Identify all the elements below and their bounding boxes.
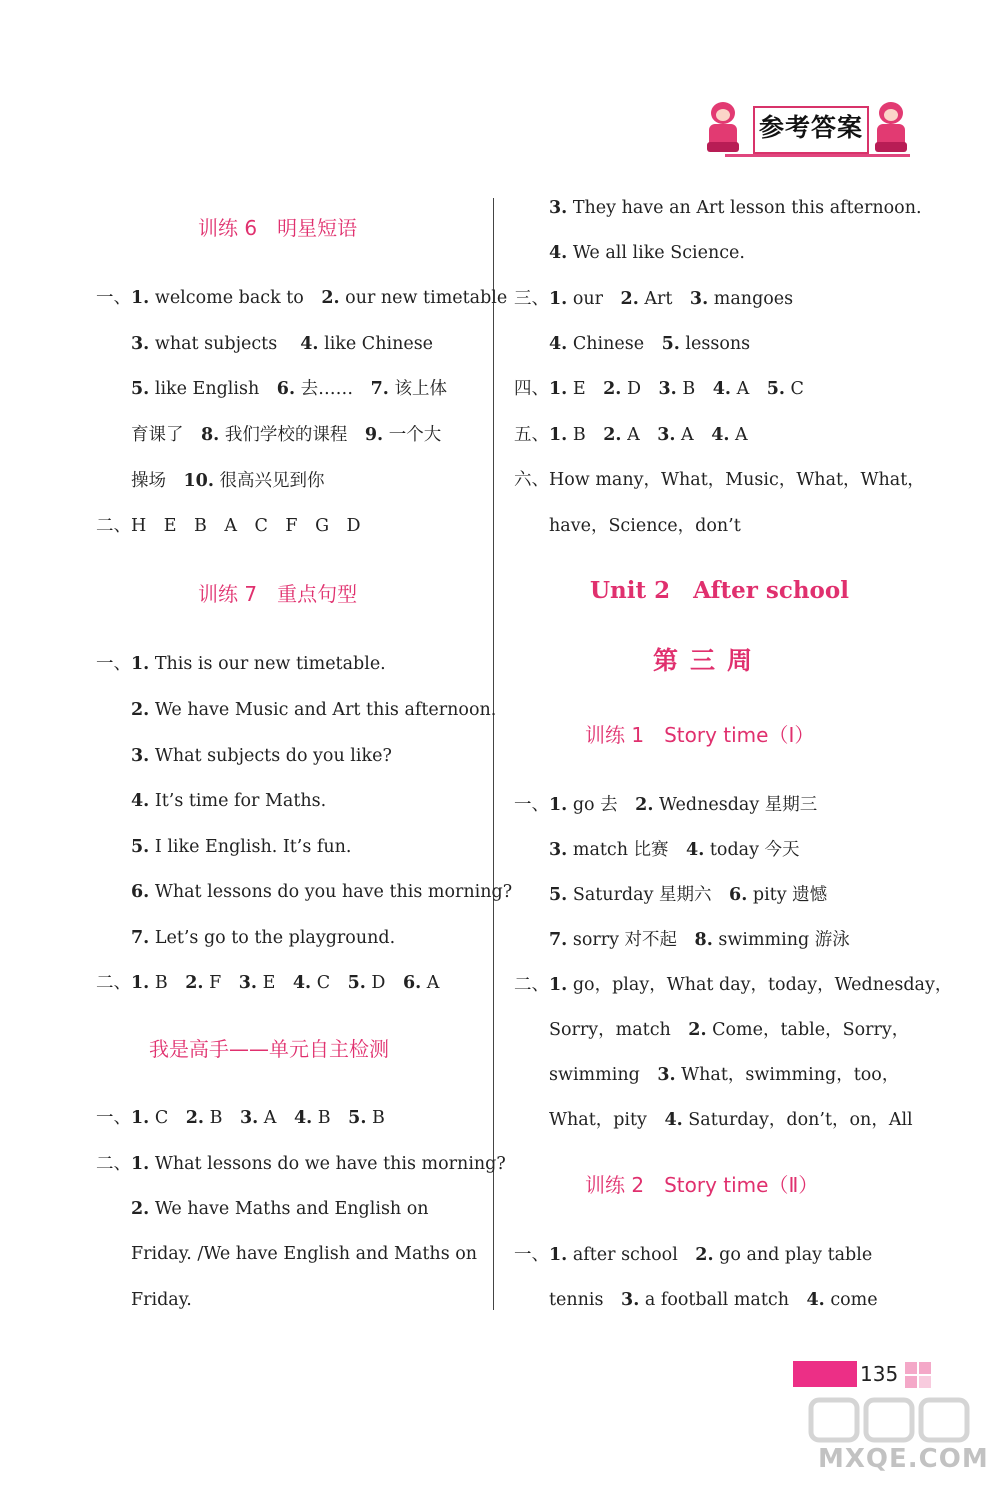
answer-text: C: [784, 379, 804, 399]
answer-text: D: [365, 973, 403, 993]
answer-line: [96, 1152, 506, 1176]
answer-text: A: [731, 379, 767, 399]
answer-line: [131, 835, 352, 859]
item-number: 2.: [321, 288, 340, 308]
answer-line: [549, 1018, 909, 1042]
answer-text: 二、: [514, 975, 549, 995]
item-number: 3.: [657, 425, 676, 445]
item-number: 7.: [549, 930, 568, 950]
item-number: 1.: [549, 795, 568, 815]
answer-line: [514, 423, 748, 447]
answer-line: [131, 1242, 477, 1266]
answer-line: [549, 196, 922, 220]
answer-text: have，Science，don’t: [549, 516, 741, 536]
item-number: 3.: [239, 1108, 259, 1128]
answer-line: [549, 883, 827, 907]
answer-text: B: [567, 425, 604, 445]
answer-line: [96, 514, 361, 538]
answer-text: 一、: [96, 288, 131, 308]
answer-text: A: [729, 425, 748, 445]
item-number: 4.: [293, 1108, 313, 1128]
answer-text: Come，table，Sorry，: [706, 1020, 910, 1040]
item-number: 8.: [201, 425, 220, 445]
answer-text: our: [567, 289, 621, 309]
answer-text: What，swimming，too，: [675, 1065, 900, 1085]
answer-text: our new timetable: [339, 288, 508, 308]
answer-text: what subjects: [149, 334, 301, 354]
answer-line: [131, 926, 395, 950]
item-number: 2.: [131, 700, 150, 720]
answer-line: [96, 286, 507, 310]
answer-text: 去……: [295, 379, 371, 399]
item-number: 1.: [549, 289, 568, 309]
answer-text: Wednesday 星期三: [653, 795, 818, 815]
answer-text: 四、: [514, 379, 549, 399]
answer-text: mangoes: [708, 289, 794, 309]
answer-text: 育课了: [131, 425, 201, 445]
answer-text: Chinese: [567, 334, 662, 354]
answer-text: B: [676, 379, 713, 399]
item-number: 2.: [603, 425, 622, 445]
answer-text: 操场: [131, 471, 184, 491]
answer-text: go and play table: [713, 1245, 873, 1265]
answer-line: [131, 880, 512, 904]
answer-text: Saturday 星期六: [567, 885, 730, 905]
answer-line: [96, 652, 386, 676]
answer-text: Sorry，match: [549, 1020, 689, 1040]
item-number: 1.: [131, 973, 150, 993]
item-number: 2.: [688, 1020, 707, 1040]
item-number: 2.: [635, 795, 654, 815]
answer-line: [549, 1108, 913, 1132]
item-number: 4.: [300, 334, 319, 354]
item-number: 3.: [131, 746, 150, 766]
item-number: 4.: [664, 1110, 683, 1130]
answer-line: [131, 744, 392, 768]
page-number-bar: [793, 1361, 857, 1387]
answer-text: 二、: [96, 1154, 131, 1174]
answer-line: [131, 789, 326, 813]
item-number: 6.: [402, 973, 422, 993]
answer-text: Let’s go to the playground.: [149, 928, 396, 948]
answer-line: [549, 1063, 899, 1087]
item-number: 4.: [711, 425, 730, 445]
cartoon-figure-icon: [873, 102, 909, 154]
item-number: 4.: [549, 334, 568, 354]
answer-line: [549, 241, 745, 265]
answer-text: lessons: [679, 334, 751, 354]
answer-line: [549, 928, 850, 952]
page-number: 135: [860, 1362, 899, 1386]
answer-text: tennis: [549, 1290, 622, 1310]
answer-line: [549, 514, 741, 538]
answer-text: B: [366, 1108, 385, 1128]
item-number: 1.: [549, 975, 568, 995]
answer-key-badge: [705, 92, 913, 160]
badge-title: 参考答案: [758, 113, 863, 142]
item-number: 1.: [131, 1154, 150, 1174]
column-divider: [493, 198, 494, 1310]
answer-line: [514, 973, 952, 997]
item-number: 6.: [729, 885, 748, 905]
item-number: 2.: [131, 1199, 150, 1219]
answer-text: 六、How many，What，Music，What，What，: [514, 470, 925, 490]
item-number: 5.: [766, 379, 785, 399]
item-number: 5.: [347, 973, 366, 993]
answer-text: 一、: [96, 654, 131, 674]
section-heading: 训练 1 Story time（Ⅰ）: [585, 723, 815, 747]
answer-text: Art: [638, 289, 690, 309]
answer-line: [131, 1288, 192, 1312]
item-number: 1.: [131, 1108, 150, 1128]
answer-text: 很高兴见到你: [213, 471, 325, 491]
answer-line: [514, 377, 804, 401]
item-number: 2.: [603, 379, 622, 399]
answer-text: A: [675, 425, 712, 445]
answer-text: A: [421, 973, 440, 993]
answer-text: A: [621, 425, 658, 445]
answer-text: I like English. It’s fun.: [149, 837, 352, 857]
answer-text: after school: [567, 1245, 696, 1265]
item-number: 3.: [657, 1065, 676, 1085]
item-number: 6.: [276, 379, 296, 399]
item-number: 7.: [370, 379, 389, 399]
item-number: 5.: [661, 334, 680, 354]
item-number: 3.: [689, 289, 709, 309]
item-number: 1.: [131, 654, 150, 674]
answer-text: D: [621, 379, 659, 399]
answer-line: [131, 423, 441, 447]
item-number: 3.: [658, 379, 677, 399]
answer-text: This is our new timetable.: [149, 654, 386, 674]
answer-text: B: [149, 973, 186, 993]
answer-line: [131, 1197, 429, 1221]
answer-text: A: [258, 1108, 294, 1128]
answer-text: go 去: [567, 795, 636, 815]
answer-line: [514, 468, 925, 492]
answer-text: 一、: [514, 795, 549, 815]
answer-text: a football match: [639, 1290, 807, 1310]
answer-text: They have an Art lesson this afternoon.: [567, 198, 922, 218]
answer-line: [131, 332, 433, 356]
answer-text: B: [312, 1108, 349, 1128]
answer-text: welcome back to: [149, 288, 322, 308]
item-number: 1.: [549, 1245, 568, 1265]
item-number: 4.: [292, 973, 312, 993]
answer-text: come: [824, 1290, 878, 1310]
answer-text: like English: [149, 379, 277, 399]
answer-text: What lessons do you have this morning?: [149, 882, 513, 902]
item-number: 3.: [131, 334, 150, 354]
answer-text: 三、: [514, 289, 549, 309]
answer-text: C: [149, 1108, 186, 1128]
answer-text: 一、: [96, 1108, 131, 1128]
answer-text: 二、: [96, 973, 131, 993]
answer-line: [549, 838, 800, 862]
answer-text: 五、: [514, 425, 549, 445]
answer-line: [549, 332, 750, 356]
item-number: 3.: [621, 1290, 640, 1310]
answer-text: 一个大: [383, 425, 442, 445]
answer-text: What lessons do we have this morning?: [149, 1154, 506, 1174]
answer-text: We have Maths and English on: [149, 1199, 429, 1219]
page-decor-icon: [905, 1362, 935, 1388]
answer-text: Saturday，don’t，on，All: [682, 1110, 913, 1130]
item-number: 3.: [549, 198, 568, 218]
item-number: 9.: [364, 425, 384, 445]
answer-line: [514, 1243, 872, 1267]
cartoon-figure-icon: [705, 102, 741, 154]
answer-text: sorry 对不起: [567, 930, 695, 950]
badge-underline: [725, 154, 910, 157]
answer-line: [514, 793, 817, 817]
item-number: 6.: [131, 882, 150, 902]
answer-text: F: [203, 973, 239, 993]
answer-text: swimming 游泳: [712, 930, 850, 950]
unit-title: Unit 2 After school: [590, 577, 849, 604]
answer-text: What，pity: [549, 1110, 665, 1130]
answer-text: B: [204, 1108, 240, 1128]
answer-text: like Chinese: [318, 334, 434, 354]
item-number: 2.: [185, 973, 204, 993]
item-number: 1.: [549, 425, 568, 445]
answer-text: match 比赛: [567, 840, 687, 860]
answer-text: What subjects do you like?: [149, 746, 392, 766]
item-number: 1.: [131, 288, 150, 308]
item-number: 4.: [686, 840, 705, 860]
item-number: 10.: [183, 471, 214, 491]
item-number: 4.: [131, 791, 150, 811]
answer-text: 我们学校的课程: [219, 425, 365, 445]
answer-text: 一、: [514, 1245, 549, 1265]
item-number: 4.: [712, 379, 731, 399]
answer-text: today 今天: [704, 840, 800, 860]
section-heading: 训练 2 Story time（Ⅱ）: [585, 1173, 819, 1197]
answer-text: C: [311, 973, 348, 993]
answer-line: [514, 287, 793, 311]
answer-text: It’s time for Maths.: [149, 791, 327, 811]
answer-text: 该上体: [388, 379, 447, 399]
answer-text: E: [257, 973, 293, 993]
item-number: 7.: [131, 928, 150, 948]
answer-text: We all like Science.: [567, 243, 745, 263]
watermark-text: MXQE.COM: [818, 1444, 989, 1474]
answer-text: pity 遗憾: [747, 885, 828, 905]
answer-line: [96, 1106, 385, 1130]
section-heading: 训练 7 重点句型: [198, 582, 358, 606]
item-number: 5.: [549, 885, 568, 905]
item-number: 4.: [806, 1290, 825, 1310]
item-number: 1.: [549, 379, 568, 399]
answer-line: [131, 469, 325, 493]
item-number: 5.: [131, 379, 150, 399]
item-number: 2.: [695, 1245, 714, 1265]
item-number: 8.: [694, 930, 713, 950]
item-number: 3.: [549, 840, 568, 860]
item-number: 4.: [549, 243, 568, 263]
answer-text: We have Music and Art this afternoon.: [149, 700, 497, 720]
item-number: 5.: [348, 1108, 367, 1128]
item-number: 2.: [185, 1108, 205, 1128]
section-heading: 训练 6 明星短语: [198, 216, 358, 240]
section-heading: 我是高手——单元自主检测: [149, 1037, 389, 1061]
answer-text: go，play，What day，today，Wednesday，: [567, 975, 953, 995]
answer-text: swimming: [549, 1065, 658, 1085]
answer-line: [96, 971, 439, 995]
answer-text: E: [567, 379, 604, 399]
answer-line: [131, 698, 496, 722]
item-number: 5.: [131, 837, 150, 857]
item-number: 2.: [620, 289, 639, 309]
answer-text: Friday. /We have English and Maths on: [131, 1244, 478, 1264]
answer-line: [549, 1288, 878, 1312]
item-number: 3.: [238, 973, 257, 993]
answer-text: 二、H E B A C F G D: [96, 516, 361, 536]
answer-line: [131, 377, 447, 401]
answer-text: Friday.: [131, 1290, 192, 1310]
week-title: 第三周: [653, 646, 765, 675]
